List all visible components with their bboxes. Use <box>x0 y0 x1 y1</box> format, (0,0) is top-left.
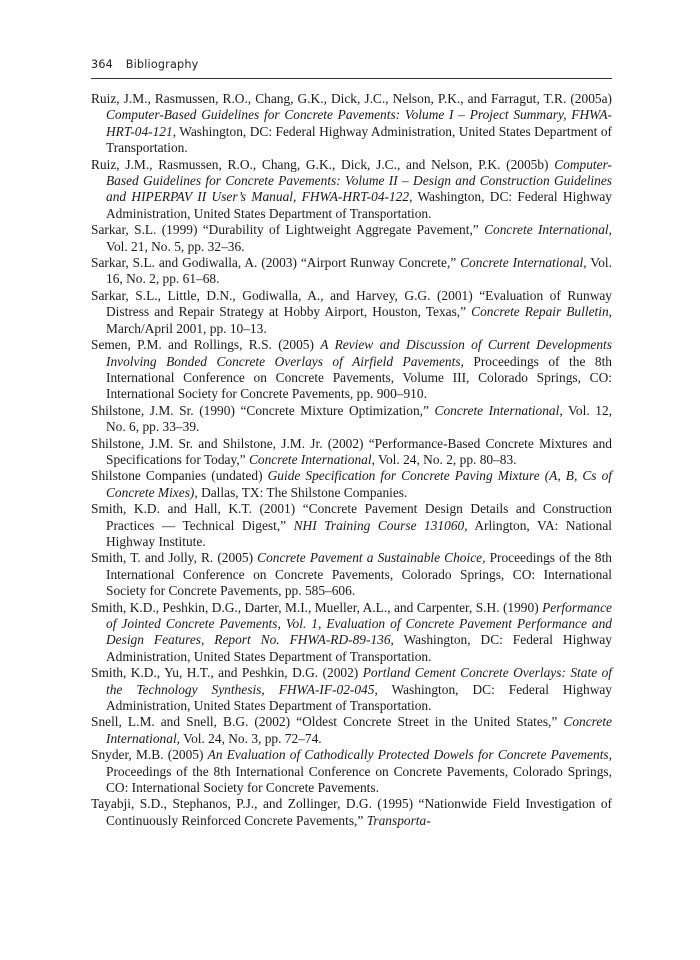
entry-text: Smith, K.D., Peshkin, D.G., Darter, M.I., Mueller, A.L., and Carpenter, S.H. (1990) <box>91 599 543 615</box>
entry-title-italic: Concrete International <box>106 714 612 746</box>
bibliography-entry <box>91 222 612 255</box>
entry-title-italic: Concrete Repair Bulletin <box>471 304 609 320</box>
entry-text: Semen, P.M. and Rollings, R.S. (2005) <box>91 337 321 353</box>
bibliography-entry <box>91 600 612 666</box>
bibliography-entry <box>91 157 612 223</box>
entry-text: , March/April 2001, pp. 10–13. <box>106 304 613 336</box>
bibliography-entry <box>91 337 612 403</box>
entry-text: , Washington, DC: Federal Highway Administration, United States Department of Transportation. <box>106 632 612 664</box>
entry-text: , Proceedings of the 8th International Conference on Concrete Pavements, Colorado Springs, CO: International Society for Concrete Pavements. <box>106 747 612 796</box>
bibliography-entry <box>91 436 612 469</box>
bibliography-entry <box>91 501 612 550</box>
entry-title-italic: Concrete International <box>248 451 372 467</box>
entry-text: Smith, K.D. and Hall, K.T. (2001) “Concrete Pavement Design Details and Construction Practices — Technical Digest,” <box>91 501 612 533</box>
page-number: 364 <box>91 58 113 71</box>
entry-text: , Washington, DC: Federal Highway Administration, United States Department of Transportation. <box>106 123 612 156</box>
bibliography-entry <box>91 550 612 599</box>
bibliography-entry <box>91 468 612 501</box>
entry-text: Shilstone, J.M. Sr. and Shilstone, J.M. Jr. (2002) “Performance-Based Concrete Mixtures and Specifications for Today,” <box>91 435 612 467</box>
bibliography-entry <box>91 255 612 288</box>
entry-title-italic: Concrete International <box>434 402 560 418</box>
entry-text: , Dallas, TX: The Shilstone Companies. <box>194 484 408 500</box>
entry-text: , Vol. 12, No. 6, pp. 33–39. <box>106 402 612 435</box>
entry-text: Shilstone, J.M. Sr. (1990) “Concrete Mixture Optimization,” <box>91 402 435 418</box>
entry-text: Sarkar, S.L., Little, D.N., Godiwalla, A., and Harvey, G.G. (2001) “Evaluation of Runway Distress and Repair Strategy at Hobby Airport, Houston, Texas,” <box>91 287 612 320</box>
entry-title-italic: Concrete International <box>484 222 609 238</box>
entry-title-italic: NHI Training Course 131060 <box>293 517 465 533</box>
entry-text: Shilstone Companies (undated) <box>91 468 268 484</box>
entry-title-italic: A Review and Discussion of Current Developments Involving Bonded Concrete Overlays of Airfield Pavements <box>106 337 612 369</box>
entry-text: Snyder, M.B. (2005) <box>91 747 208 763</box>
entry-text: Smith, K.D., Yu, H.T., and Peshkin, D.G. (2002) <box>91 665 363 681</box>
running-header <box>91 58 612 71</box>
entry-title-italic: An Evaluation of Cathodically Protected Dowels for Concrete Pavements <box>207 747 609 763</box>
entry-text: , Proceedings of the 8th International Conference on Concrete Pavements, Colorado Springs, CO: International Society for Concrete Pavements, pp. 585–606. <box>106 550 612 599</box>
entry-title-italic: Portland Cement Concrete Overlays: State of the Technology Synthesis, FHWA-IF-02-045 <box>106 665 612 697</box>
entry-text: Ruiz, J.M., Rasmussen, R.O., Chang, G.K., Dick, J.C., Nelson, P.K., and Farragut, T.R. (2005a) <box>91 91 612 106</box>
entry-text: , Vol. 24, No. 2, pp. 80–83. <box>371 451 517 467</box>
bibliography-entry <box>91 91 612 157</box>
entry-text: , Vol. 21, No. 5, pp. 32–36. <box>106 222 612 254</box>
entry-text: , Vol. 16, No. 2, pp. 61–68. <box>106 255 612 287</box>
entry-text: , Washington, DC: Federal Highway Administration, United States Department of Transportation. <box>106 681 612 714</box>
entry-title-italic: Concrete International <box>460 255 584 271</box>
entry-text: , Proceedings of the 8th International Conference on Concrete Pavements, Volume III, Colorado Springs, CO: International Society for Concrete Pavements, pp. 900–910. <box>106 353 613 402</box>
entry-text: Ruiz, J.M., Rasmussen, R.O., Chang, G.K., Dick, J.C., and Nelson, P.K. (2005b) <box>91 156 555 172</box>
bibliography-entry <box>91 714 612 747</box>
bibliography-entry <box>91 403 612 436</box>
entry-text: Sarkar, S.L. and Godiwalla, A. (2003) “Airport Runway Concrete,” <box>91 255 461 271</box>
bibliography-entry <box>91 796 612 829</box>
entry-text: , Arlington, VA: National Highway Institute. <box>106 517 612 549</box>
entry-text: Snell, L.M. and Snell, B.G. (2002) “Oldest Concrete Street in the United States,” <box>91 714 564 730</box>
entry-text: , Washington, DC: Federal Highway Administration, United States Department of Transportation. <box>106 189 612 221</box>
entry-text: , Vol. 24, No. 3, pp. 72–74. <box>176 730 322 746</box>
bibliography-list <box>91 91 612 829</box>
entry-title-italic: Guide Specification for Concrete Paving Mixture (A, B, Cs of Concrete Mixes) <box>106 468 612 500</box>
entry-title-italic: Performance of Jointed Concrete Pavements, Vol. 1, Evaluation of Concrete Pavement Performance and Design Features, Report No. FHWA-RD-89-136 <box>106 599 612 648</box>
entry-text: Smith, T. and Jolly, R. (2005) <box>91 550 258 566</box>
entry-title-italic: Concrete Pavement a Sustainable Choice <box>257 550 483 566</box>
entry-title-italic: Computer-Based Guidelines for Concrete Pavements: Volume I – Project Summary, FHWA-HRT-04-121 <box>106 107 612 139</box>
entry-title-italic: Transporta- <box>366 812 431 828</box>
bibliography-entry <box>91 747 612 796</box>
header-rule <box>91 78 612 79</box>
entry-text: Sarkar, S.L. (1999) “Durability of Lightweight Aggregate Pavement,” <box>91 222 485 238</box>
section-title: Bibliography <box>125 58 199 71</box>
entry-text: Tayabji, S.D., Stephanos, P.J., and Zollinger, D.G. (1995) “Nationwide Field Investigation of Continuously Reinforced Concrete Pavements,” <box>91 796 612 828</box>
bibliography-entry <box>91 665 612 714</box>
entry-title-italic: Computer-Based Guidelines for Concrete Pavements: Volume II – Design and Construction Guidelines and HIPERPAV II User’s Manual, FHWA-HRT-04-122 <box>106 156 612 205</box>
bibliography-entry <box>91 288 612 337</box>
